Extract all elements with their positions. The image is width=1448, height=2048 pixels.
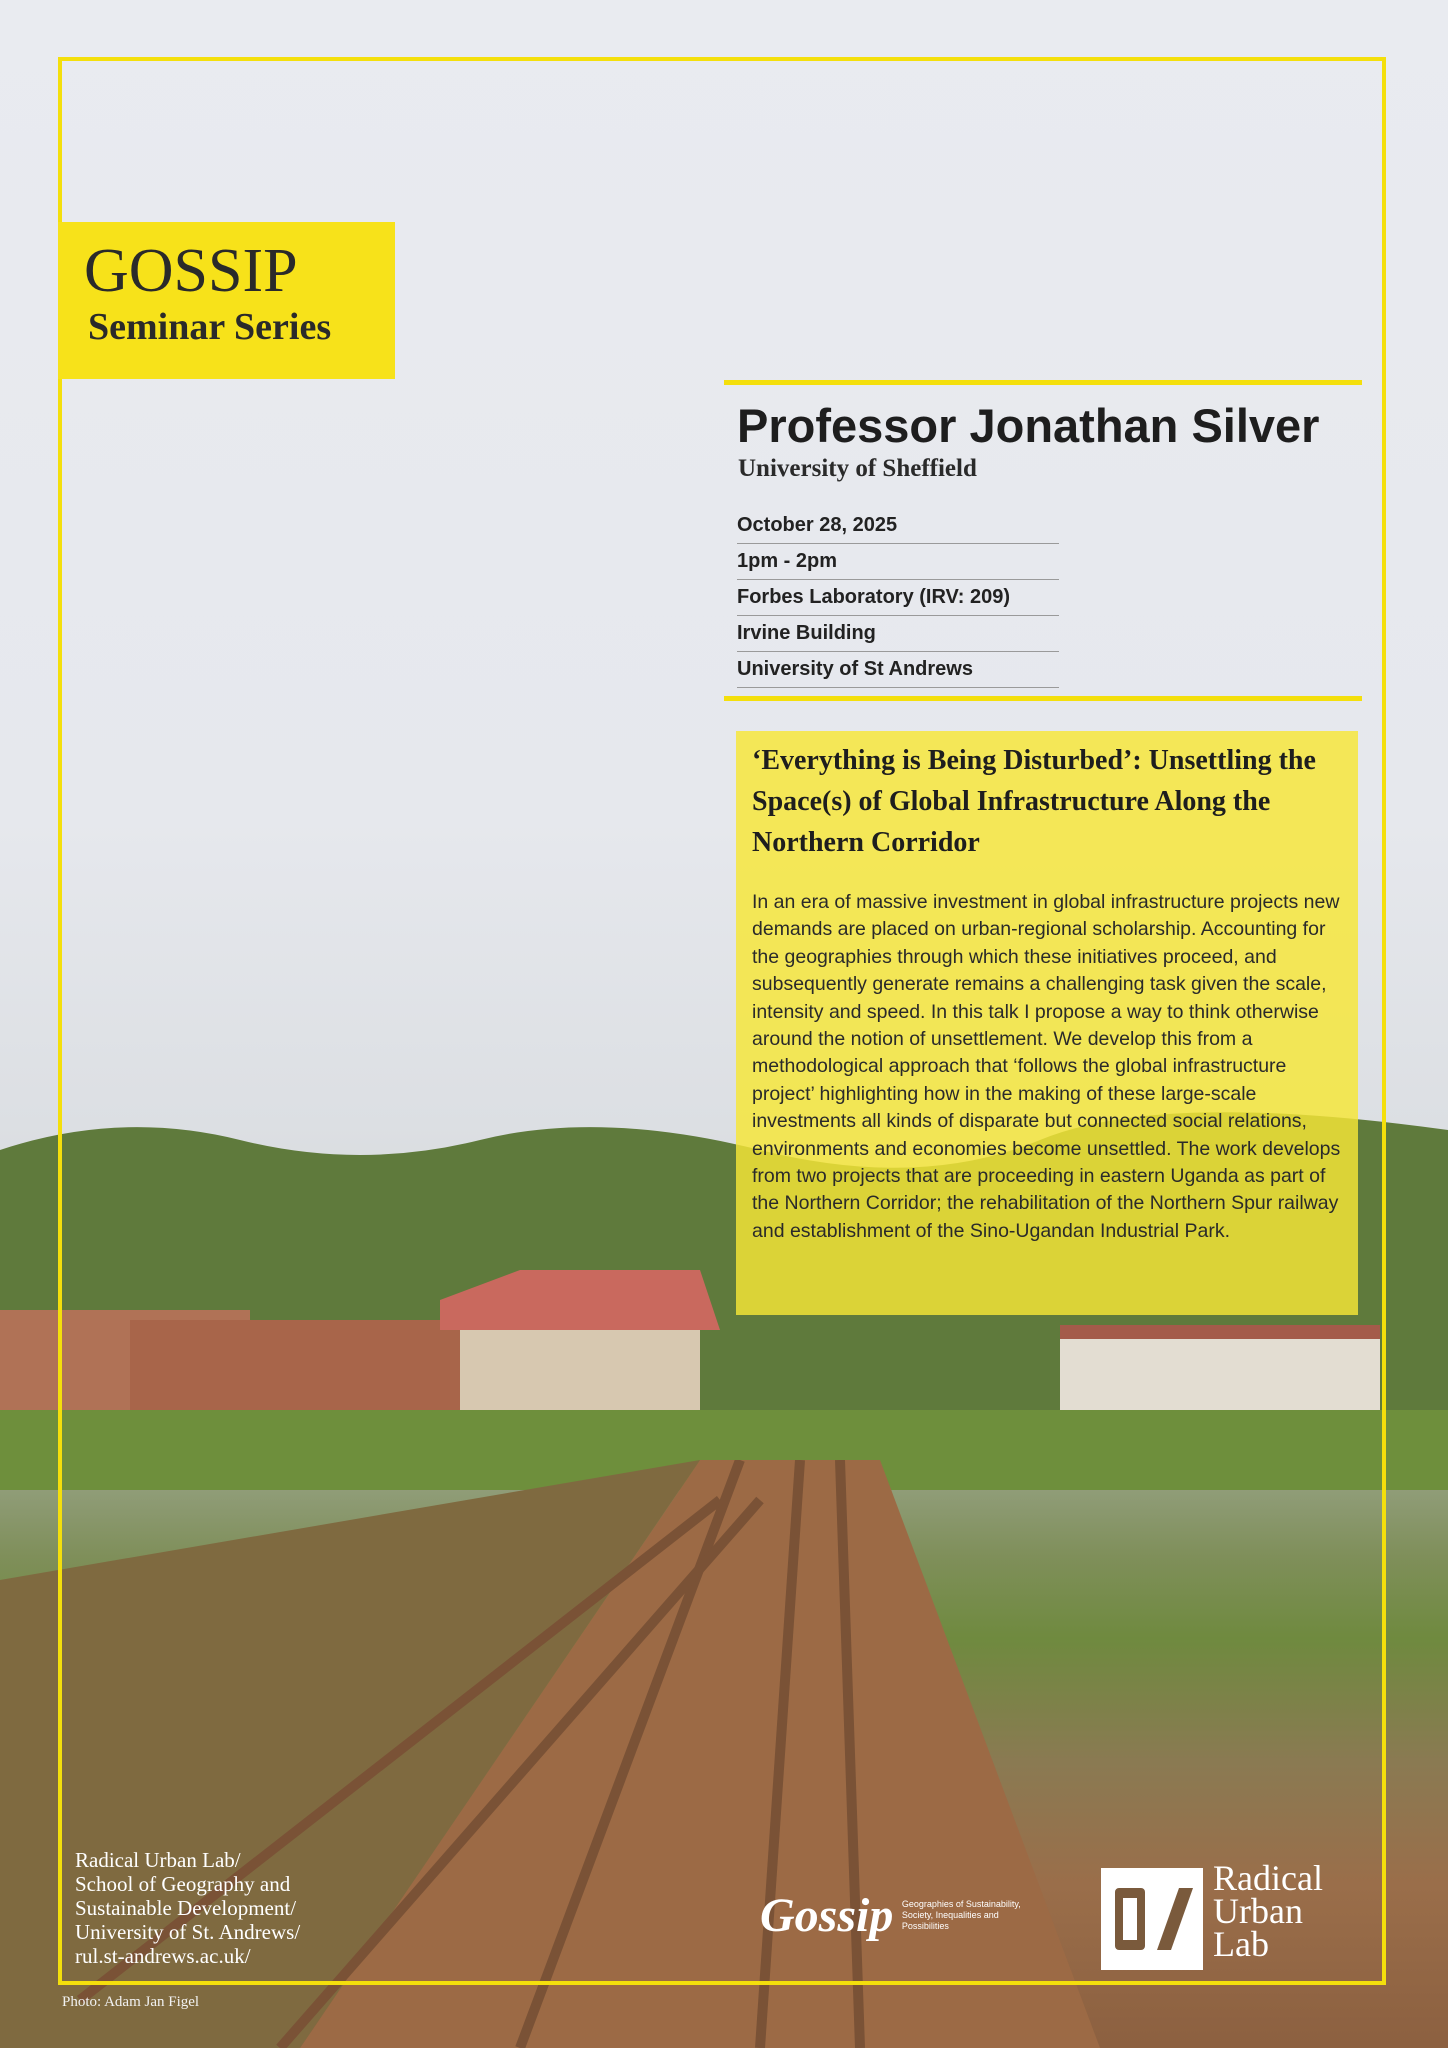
credit-url: rul.st-andrews.ac.uk/ [75, 1944, 251, 1968]
credit-line: Radical Urban Lab/ [75, 1848, 241, 1872]
credit-line: University of St. Andrews/ [75, 1920, 301, 1944]
radical-urban-lab-logo-icon [1101, 1868, 1203, 1970]
series-title: GOSSIP [84, 237, 298, 305]
event-date: October 28, 2025 [737, 508, 1059, 544]
talk-title: ‘Everything is Being Disturbed’: Unsettling the Space(s) of Global Infrastructure Along the Northern Corridor [752, 745, 1316, 858]
event-institution: University of St Andrews [737, 652, 1059, 688]
radical-urban-lab-logo [1213, 1858, 1323, 1964]
top-divider [724, 380, 1362, 385]
series-subtitle: Seminar Series [88, 306, 332, 348]
rul-logo-line: Urban [1213, 1891, 1303, 1931]
gossip-logo-word: Gossip [760, 1889, 894, 1942]
gossip-logo-tagline: Geographies of Sustainability, Society, Inequalities and Possibilities [901, 1899, 1021, 1931]
credit-line: School of Geography and [75, 1872, 291, 1896]
rul-logo-line: Lab [1213, 1924, 1269, 1964]
event-room: Forbes Laboratory (IRV: 209) [737, 580, 1059, 616]
organizer-credit [75, 1848, 300, 1968]
event-details [737, 508, 1059, 688]
rul-logo-line: Radical [1213, 1858, 1323, 1898]
event-time: 1pm - 2pm [737, 544, 1059, 580]
gossip-logo [760, 1888, 1042, 1943]
speaker-affiliation: University of Sheffield [738, 455, 977, 482]
event-building: Irvine Building [737, 616, 1059, 652]
speaker-name: Professor Jonathan Silver [737, 399, 1320, 452]
bottom-divider [724, 696, 1362, 701]
talk-abstract: In an era of massive investment in global infrastructure projects new demands are placed on urban-regional scholarship. Accounting for the geographies through which these initiatives proceed, and subsequently generate remains a challenging task given the scale, intensity and speed. In this talk I propose a way to think otherwise around the notion of unsettlement. We develop this from a methodological approach that ‘follows the global infrastructure project’ highlighting how in the making of these large-scale investments all kinds of disparate but connected social relations, environments and economies become unsettled. The work develops from two projects that are proceeding in eastern Uganda as part of the Northern Corridor; the rehabilitation of the Northern Spur railway and establishment of the Sino-Ugandan Industrial Park. [752, 891, 1341, 1242]
credit-line: Sustainable Development/ [75, 1896, 297, 1920]
photo-credit: Photo: Adam Jan Figel [62, 1994, 200, 2010]
